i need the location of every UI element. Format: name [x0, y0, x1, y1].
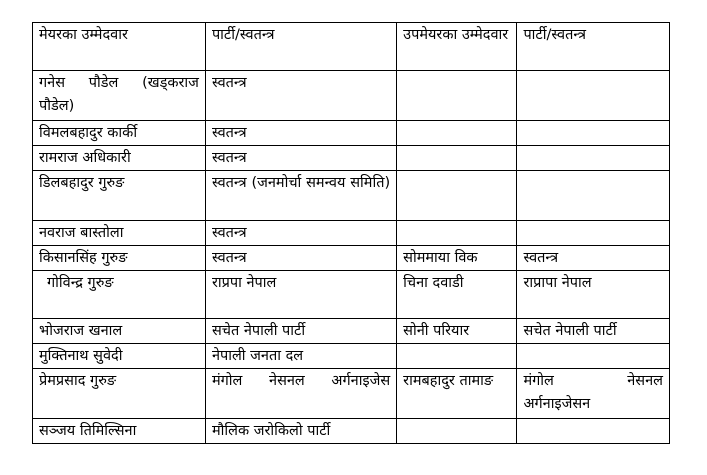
mayor-party: स्वतन्त्र (जनमोर्चा समन्वय समिति)	[205, 171, 396, 221]
deputy-name	[397, 71, 517, 121]
mayor-name: भोजराज खनाल	[33, 319, 206, 344]
table-row	[33, 121, 670, 146]
mayor-party: मंगोल नेसनल अर्गनाइजेस	[205, 369, 396, 419]
mayor-name: गनेस पौडेल (खड्कराज पौडेल)	[33, 71, 206, 121]
deputy-party	[517, 146, 670, 171]
header-party-deputy: पार्टी/स्वतन्त्र	[517, 23, 670, 71]
candidates-table	[32, 22, 670, 444]
deputy-party	[517, 221, 670, 246]
table-row	[33, 71, 670, 121]
deputy-name	[397, 146, 517, 171]
header-party: पार्टी/स्वतन्त्र	[205, 23, 396, 71]
deputy-name	[397, 419, 517, 444]
deputy-party	[517, 419, 670, 444]
mayor-name: गोविन्द्र गुरुङ	[33, 271, 206, 319]
mayor-name: किसानसिंह गुरुङ	[33, 246, 206, 271]
deputy-party	[517, 71, 670, 121]
deputy-party: मंगोल नेसनल अर्गनाइजेसन	[517, 369, 670, 419]
deputy-party: स्वतन्त्र	[517, 246, 670, 271]
table-row	[33, 419, 670, 444]
mayor-party: राप्रपा नेपाल	[205, 271, 396, 319]
deputy-party: सचेत नेपाली पार्टी	[517, 319, 670, 344]
deputy-name: रामबहादुर तामाङ	[397, 369, 517, 419]
header-deputy-mayor-candidate: उपमेयरका उम्मेदवार	[397, 23, 517, 71]
table-row	[33, 146, 670, 171]
mayor-name: मुक्तिनाथ सुवेदी	[33, 344, 206, 369]
mayor-party: नेपाली जनता दल	[205, 344, 396, 369]
mayor-party: स्वतन्त्र	[205, 121, 396, 146]
mayor-party: मौलिक जरोकिलो पार्टी	[205, 419, 396, 444]
deputy-name	[397, 121, 517, 146]
table-row	[33, 221, 670, 246]
table-header-row	[33, 23, 670, 71]
deputy-party	[517, 121, 670, 146]
table-row	[33, 171, 670, 221]
deputy-name	[397, 344, 517, 369]
deputy-name: सोनी परियार	[397, 319, 517, 344]
table-row	[33, 344, 670, 369]
mayor-party: स्वतन्त्र	[205, 71, 396, 121]
deputy-name	[397, 171, 517, 221]
mayor-party: स्वतन्त्र	[205, 221, 396, 246]
deputy-name	[397, 221, 517, 246]
mayor-name: डिलबहादुर गुरुङ	[33, 171, 206, 221]
mayor-name: नवराज बास्तोला	[33, 221, 206, 246]
mayor-party: सचेत नेपाली पार्टी	[205, 319, 396, 344]
table-row	[33, 271, 670, 319]
table-row	[33, 319, 670, 344]
deputy-name: सोममाया विक	[397, 246, 517, 271]
mayor-party: स्वतन्त्र	[205, 246, 396, 271]
mayor-name: सञ्जय तिमिल्सिना	[33, 419, 206, 444]
deputy-party	[517, 171, 670, 221]
mayor-party: स्वतन्त्र	[205, 146, 396, 171]
mayor-name: विमलबहादुर कार्की	[33, 121, 206, 146]
deputy-party	[517, 344, 670, 369]
deputy-name: चिना दवाडी	[397, 271, 517, 319]
table-row	[33, 369, 670, 419]
mayor-name: प्रेमप्रसाद गुरुङ	[33, 369, 206, 419]
header-mayor-candidate: मेयरका उम्मेदवार	[33, 23, 206, 71]
table-row	[33, 246, 670, 271]
deputy-party: राप्रापा नेपाल	[517, 271, 670, 319]
mayor-name: रामराज अधिकारी	[33, 146, 206, 171]
